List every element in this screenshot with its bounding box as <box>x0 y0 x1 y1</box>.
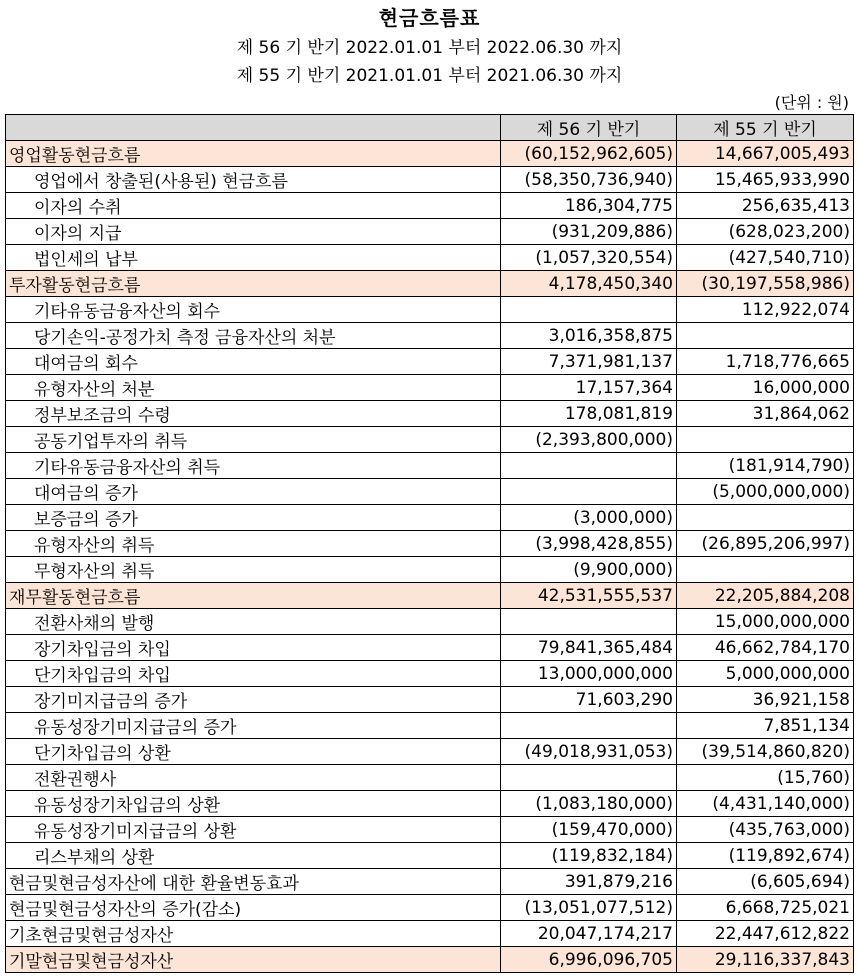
table-row <box>6 245 854 271</box>
prior-period-value: 5,000,000,000 <box>677 661 854 687</box>
current-period-value: 7,371,981,137 <box>501 349 677 375</box>
row-label: 법인세의 납부 <box>6 245 501 271</box>
table-row <box>6 297 854 323</box>
prior-period-value: 6,668,725,021 <box>677 895 854 921</box>
table-row <box>6 791 854 817</box>
table-body <box>6 141 854 973</box>
current-period-value: (1,083,180,000) <box>501 791 677 817</box>
table-row <box>6 427 854 453</box>
row-label: 공동기업투자의 취득 <box>6 427 501 453</box>
prior-period-value: 1,718,776,665 <box>677 349 854 375</box>
table-row <box>6 583 854 609</box>
current-period-value: 6,996,096,705 <box>501 947 677 973</box>
prior-period-value: 31,864,062 <box>677 401 854 427</box>
table-row <box>6 219 854 245</box>
table-row <box>6 739 854 765</box>
row-label: 장기차입금의 차입 <box>6 635 501 661</box>
table-row <box>6 895 854 921</box>
prior-period-value: (5,000,000,000) <box>677 479 854 505</box>
row-label: 대여금의 증가 <box>6 479 501 505</box>
row-label: 투자활동현금흐름 <box>6 271 501 297</box>
row-label: 현금및현금성자산의 증가(감소) <box>6 895 501 921</box>
row-label: 당기손익-공정가치 측정 금융자산의 처분 <box>6 323 501 349</box>
table-row <box>6 193 854 219</box>
row-label: 정부보조금의 수령 <box>6 401 501 427</box>
current-period-value: 42,531,555,537 <box>501 583 677 609</box>
row-label: 영업활동현금흐름 <box>6 141 501 167</box>
current-period-value <box>501 297 677 323</box>
table-row <box>6 635 854 661</box>
row-label: 유형자산의 취득 <box>6 531 501 557</box>
current-period-value: (3,000,000) <box>501 505 677 531</box>
current-period-value: (1,057,320,554) <box>501 245 677 271</box>
table-row <box>6 323 854 349</box>
table-row <box>6 271 854 297</box>
current-period-value: (931,209,886) <box>501 219 677 245</box>
table-row <box>6 531 854 557</box>
prior-period-value: 46,662,784,170 <box>677 635 854 661</box>
current-period-value: 178,081,819 <box>501 401 677 427</box>
current-period-value <box>501 609 677 635</box>
current-period-value: 4,178,450,340 <box>501 271 677 297</box>
period-prior: 제 55 기 반기 2021.01.01 부터 2021.06.30 까지 <box>236 66 623 86</box>
prior-period-value: (6,605,694) <box>677 869 854 895</box>
prior-period-value: (26,895,206,997) <box>677 531 854 557</box>
row-label: 유형자산의 처분 <box>6 375 501 401</box>
header-label-column <box>6 115 501 141</box>
table-row <box>6 453 854 479</box>
table-row <box>6 817 854 843</box>
row-label: 영업에서 창출된(사용된) 현금흐름 <box>6 167 501 193</box>
row-label: 이자의 지급 <box>6 219 501 245</box>
statement-title: 현금흐름표 <box>378 6 481 30</box>
row-label: 단기차입금의 차입 <box>6 661 501 687</box>
current-period-value: 13,000,000,000 <box>501 661 677 687</box>
current-period-value: 79,841,365,484 <box>501 635 677 661</box>
row-label: 기타유동금융자산의 취득 <box>6 453 501 479</box>
table-row <box>6 609 854 635</box>
cash-flow-table <box>5 114 854 973</box>
row-label: 유동성장기미지급금의 증가 <box>6 713 501 739</box>
prior-period-value: 22,205,884,208 <box>677 583 854 609</box>
row-label: 기말현금및현금성자산 <box>6 947 501 973</box>
current-period-value: (159,470,000) <box>501 817 677 843</box>
current-period-value: (60,152,962,605) <box>501 141 677 167</box>
row-label: 무형자산의 취득 <box>6 557 501 583</box>
table-row <box>6 167 854 193</box>
table-row <box>6 505 854 531</box>
row-label: 대여금의 회수 <box>6 349 501 375</box>
prior-period-value: (15,760) <box>677 765 854 791</box>
period-current: 제 56 기 반기 2022.01.01 부터 2022.06.30 까지 <box>236 38 623 58</box>
prior-period-value: 16,000,000 <box>677 375 854 401</box>
current-period-value: (13,051,077,512) <box>501 895 677 921</box>
table-row <box>6 661 854 687</box>
prior-period-value: (30,197,558,986) <box>677 271 854 297</box>
prior-period-value <box>677 427 854 453</box>
table-row <box>6 869 854 895</box>
current-period-value: 20,047,174,217 <box>501 921 677 947</box>
current-period-value: 71,603,290 <box>501 687 677 713</box>
current-period-value: (119,832,184) <box>501 843 677 869</box>
prior-period-value <box>677 557 854 583</box>
row-label: 전환권행사 <box>6 765 501 791</box>
table-row <box>6 687 854 713</box>
prior-period-value: (181,914,790) <box>677 453 854 479</box>
row-label: 현금및현금성자산에 대한 환율변동효과 <box>6 869 501 895</box>
table-row <box>6 375 854 401</box>
current-period-value: 391,879,216 <box>501 869 677 895</box>
current-period-value: (49,018,931,053) <box>501 739 677 765</box>
prior-period-value: (119,892,674) <box>677 843 854 869</box>
current-period-value: (9,900,000) <box>501 557 677 583</box>
current-period-value: (3,998,428,855) <box>501 531 677 557</box>
prior-period-value: (435,763,000) <box>677 817 854 843</box>
prior-period-value: 112,922,074 <box>677 297 854 323</box>
prior-period-value: 14,667,005,493 <box>677 141 854 167</box>
row-label: 장기미지급금의 증가 <box>6 687 501 713</box>
row-label: 리스부채의 상환 <box>6 843 501 869</box>
prior-period-value <box>677 323 854 349</box>
table-row <box>6 141 854 167</box>
current-period-value <box>501 479 677 505</box>
table-row <box>6 921 854 947</box>
prior-period-value: 29,116,337,843 <box>677 947 854 973</box>
prior-period-value: 15,000,000,000 <box>677 609 854 635</box>
table-row <box>6 947 854 973</box>
current-period-value <box>501 453 677 479</box>
table-header-row <box>6 115 854 141</box>
current-period-value: (58,350,736,940) <box>501 167 677 193</box>
header-prior-period: 제 55 기 반기 <box>677 115 854 141</box>
current-period-value: 186,304,775 <box>501 193 677 219</box>
row-label: 보증금의 증가 <box>6 505 501 531</box>
prior-period-value: 36,921,158 <box>677 687 854 713</box>
table-row <box>6 349 854 375</box>
prior-period-value: 256,635,413 <box>677 193 854 219</box>
prior-period-value: 22,447,612,822 <box>677 921 854 947</box>
prior-period-value: (39,514,860,820) <box>677 739 854 765</box>
unit-label: (단위 : 원) <box>774 93 849 112</box>
row-label: 이자의 수취 <box>6 193 501 219</box>
row-label: 기초현금및현금성자산 <box>6 921 501 947</box>
row-label: 전환사채의 발행 <box>6 609 501 635</box>
prior-period-value: 15,465,933,990 <box>677 167 854 193</box>
prior-period-value <box>677 505 854 531</box>
current-period-value: (2,393,800,000) <box>501 427 677 453</box>
table-row <box>6 713 854 739</box>
table-row <box>6 479 854 505</box>
row-label: 유동성장기차입금의 상환 <box>6 791 501 817</box>
prior-period-value: 7,851,134 <box>677 713 854 739</box>
table-row <box>6 401 854 427</box>
current-period-value: 3,016,358,875 <box>501 323 677 349</box>
row-label: 단기차입금의 상환 <box>6 739 501 765</box>
prior-period-value: (4,431,140,000) <box>677 791 854 817</box>
current-period-value <box>501 765 677 791</box>
table-row <box>6 557 854 583</box>
header-current-period: 제 56 기 반기 <box>501 115 677 141</box>
table-row <box>6 843 854 869</box>
table-row <box>6 765 854 791</box>
current-period-value: 17,157,364 <box>501 375 677 401</box>
row-label: 유동성장기미지급금의 상환 <box>6 817 501 843</box>
current-period-value <box>501 713 677 739</box>
row-label: 기타유동금융자산의 회수 <box>6 297 501 323</box>
prior-period-value: (628,023,200) <box>677 219 854 245</box>
row-label: 재무활동현금흐름 <box>6 583 501 609</box>
prior-period-value: (427,540,710) <box>677 245 854 271</box>
